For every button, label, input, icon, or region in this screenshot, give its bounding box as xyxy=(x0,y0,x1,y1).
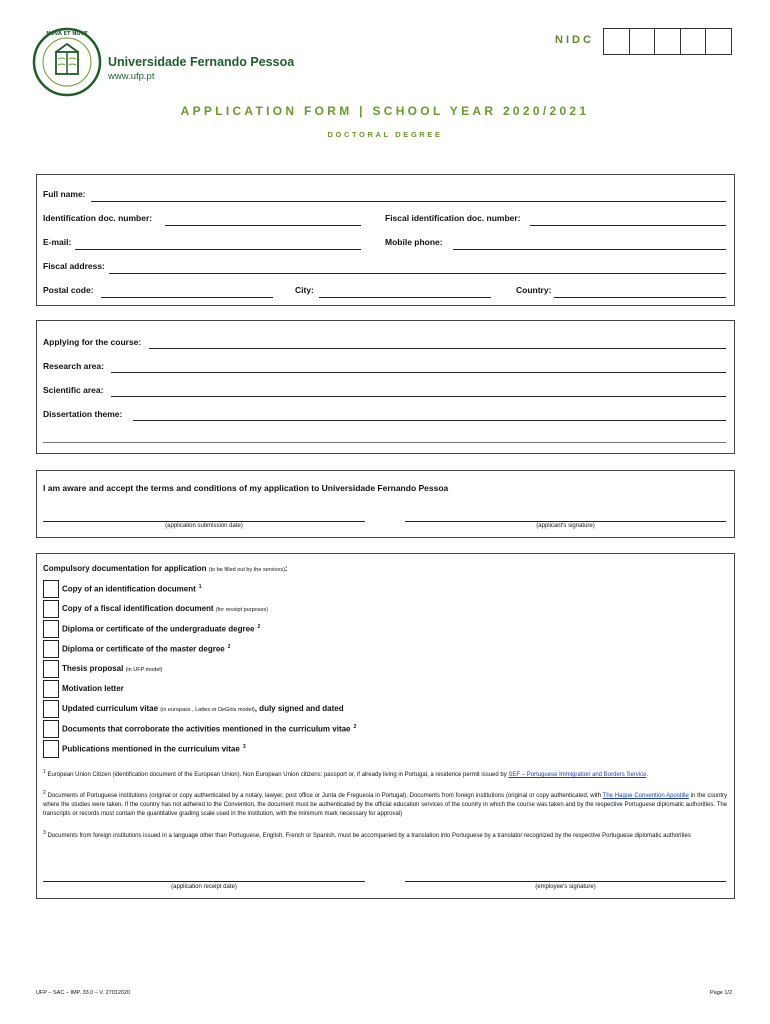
university-name: Universidade Fernando Pessoa xyxy=(108,55,295,69)
doc-item-label: Documents that corroborate the activities mentioned in the curriculum vitae $^2$ xyxy=(62,723,357,734)
full-name-label: Full name: xyxy=(43,189,86,199)
footnote-3: $^3$ Documents from foreign institutions issued in a language other than Portuguese, English, French or Spanish, must be accompanied by a translation into Portuguese by a translator recognized by the respective Portuguese diplomatic authorities xyxy=(43,830,691,839)
city-label: City: xyxy=(295,285,314,295)
checkbox[interactable] xyxy=(43,740,59,758)
receipt-date-field[interactable] xyxy=(43,881,365,882)
nidc-box[interactable] xyxy=(680,28,707,55)
doc-item-label: Diploma or certificate of the master degree $^2$ xyxy=(62,643,231,654)
terms-section xyxy=(36,470,735,538)
submission-date-caption: (application submission date) xyxy=(165,523,243,529)
id-doc-field[interactable] xyxy=(165,225,361,226)
nidc-boxes[interactable] xyxy=(604,28,732,55)
terms-statement: I am aware and accept the terms and conditions of my application to Universidade Fernando Pessoa xyxy=(43,483,449,493)
applying-label: Applying for the course: xyxy=(43,337,142,347)
city-field[interactable] xyxy=(319,297,491,298)
doc-item-label: Thesis proposal (in UFP model) xyxy=(62,664,163,673)
form-subtitle: DOCTORAL DEGREE xyxy=(327,130,443,139)
doc-item-master xyxy=(43,640,231,657)
full-name-field[interactable] xyxy=(91,201,726,202)
email-field[interactable] xyxy=(75,249,361,250)
employee-signature-caption: (employee's signature) xyxy=(535,884,596,890)
form-code: UFP – SAC – IMP. 33.0 – V. 27012020 xyxy=(36,990,131,996)
doc-item-cv-activities xyxy=(43,720,356,737)
id-doc-label: Identification doc. number: xyxy=(43,213,153,223)
hague-apostille-link[interactable]: The Hague Convention Apostille xyxy=(602,793,689,799)
footnote-2: $^2$ Documents of Portuguese institutions (original or copy authenticated by a notary, lawyer, post office or Junta de Freguesia in Portugal). Documents from foreign institutions (original or copy authenticated, with The Hague Convention Apostille in the country where the studies were taken. If the country has not adhered to the Convention, the document must be authenticated by the official education services of the country in which the course was taken and by the respective Portuguese diplomatic authorities. The transcripts or records must contain the quantitative grading scale used in the institution, with the minimum mark necessary for approval) xyxy=(43,790,727,817)
fiscal-address-field[interactable] xyxy=(109,273,726,274)
dissertation-label: Dissertation theme: xyxy=(43,409,123,419)
email-label: E-mail: xyxy=(43,237,72,247)
nidc-label: NIDC xyxy=(555,34,594,46)
country-field[interactable] xyxy=(554,297,726,298)
doc-item-label: Publications mentioned in the curriculum vitae $^3$ xyxy=(62,743,246,754)
sef-link[interactable]: SEF – Portuguese Immigration and Borders Service xyxy=(508,772,647,778)
doc-item-fiscal-id xyxy=(43,600,268,617)
checkbox[interactable] xyxy=(43,620,59,638)
nidc-box[interactable] xyxy=(654,28,681,55)
mobile-field[interactable] xyxy=(453,249,726,250)
dissertation-field[interactable] xyxy=(133,420,726,421)
doc-item-undergraduate xyxy=(43,620,260,637)
scientific-area-field[interactable] xyxy=(111,396,726,397)
nidc-box[interactable] xyxy=(705,28,732,55)
checkbox[interactable] xyxy=(43,720,59,738)
doc-item-cv xyxy=(43,700,344,717)
university-logo xyxy=(32,24,102,100)
doc-item-identification xyxy=(43,580,202,597)
country-label: Country: xyxy=(516,285,552,295)
checkbox[interactable] xyxy=(43,660,59,678)
applicant-signature-field[interactable] xyxy=(405,521,726,522)
nidc-box[interactable] xyxy=(629,28,656,55)
checkbox[interactable] xyxy=(43,640,59,658)
documentation-heading: Compulsory documentation for application (to be filled out by the services): xyxy=(43,564,288,573)
applicant-signature-caption: (applicant's signature) xyxy=(536,523,595,529)
applying-field[interactable] xyxy=(149,348,726,349)
fiscal-id-field[interactable] xyxy=(530,225,726,226)
postal-code-label: Postal code: xyxy=(43,285,94,295)
mobile-label: Mobile phone: xyxy=(385,237,443,247)
doc-item-label: Updated curriculum vitae (in europass , Lattes or DeGóis model), duly signed and dated xyxy=(62,704,344,713)
doc-item-label: Motivation letter xyxy=(62,684,124,693)
checkbox[interactable] xyxy=(43,600,59,618)
checkbox[interactable] xyxy=(43,580,59,598)
research-area-field[interactable] xyxy=(111,372,726,373)
dissertation-field-continued[interactable] xyxy=(43,442,726,443)
footnote-1: $^1$ European Union Citizen (identification document of the European Union). Non European Union citizens: passport or, if already living in Portugal, a residence permit issued by SEF – Portuguese Immigration and Borders Service. xyxy=(43,769,649,778)
employee-signature-field[interactable] xyxy=(405,881,726,882)
fiscal-id-label: Fiscal identification doc. number: xyxy=(385,213,521,223)
postal-code-field[interactable] xyxy=(101,297,273,298)
personal-data-section xyxy=(36,174,735,306)
course-section xyxy=(36,320,735,454)
fiscal-address-label: Fiscal address: xyxy=(43,261,105,271)
logo-text: NOVA ET NOVE xyxy=(46,31,88,37)
doc-item-motivation xyxy=(43,680,124,697)
doc-item-thesis-proposal xyxy=(43,660,162,677)
scientific-area-label: Scientific area: xyxy=(43,385,104,395)
checkbox[interactable] xyxy=(43,680,59,698)
documentation-heading-note: (to be filled out by the services) xyxy=(208,567,285,573)
page-number: Page 1/2 xyxy=(710,990,733,996)
nidc-box[interactable] xyxy=(603,28,630,55)
doc-item-label: Diploma or certificate of the undergraduate degree $^2$ xyxy=(62,623,261,634)
form-title: APPLICATION FORM | SCHOOL YEAR 2020/2021 xyxy=(180,104,590,118)
research-area-label: Research area: xyxy=(43,361,104,371)
doc-item-label: Copy of an identification document $^1$ xyxy=(62,583,202,594)
receipt-date-caption: (application receipt date) xyxy=(171,884,237,890)
doc-item-label: Copy of a fiscal identification document (for receipt purposes) xyxy=(62,604,269,613)
doc-item-publications xyxy=(43,740,246,757)
submission-date-field[interactable] xyxy=(43,521,365,522)
documentation-section xyxy=(36,553,735,899)
checkbox[interactable] xyxy=(43,700,59,718)
university-website: www.ufp.pt xyxy=(108,71,155,82)
